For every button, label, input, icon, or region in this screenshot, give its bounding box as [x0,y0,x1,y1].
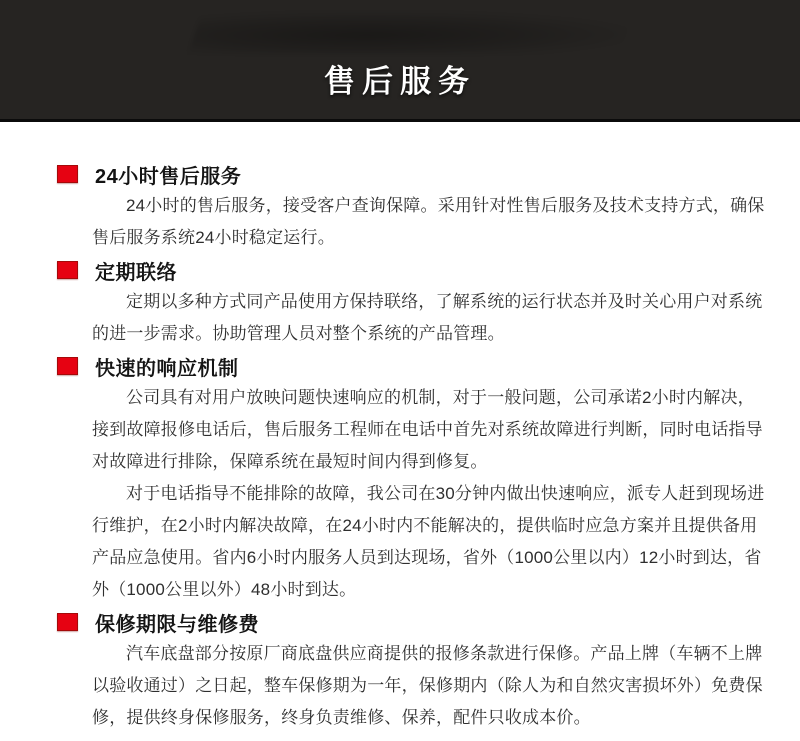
header-band [0,0,800,122]
page-title: 售后服务 [324,64,476,99]
section-title: 24小时售后服务 [95,165,242,188]
section-regular-contact [45,254,763,350]
section-body [45,190,765,254]
section-heading-row [45,350,755,382]
section-paragraph: 24小时的售后服务，接受客户查询保障。采用针对性售后服务及技术支持方式，确保售后服务系统24小时稳定运行。 [92,196,765,247]
section-heading-row [45,606,755,638]
section-rapid-response [45,350,765,606]
red-square-bullet-icon [57,357,78,375]
section-paragraph: 公司具有对用户放映问题快速响应的机制，对于一般问题，公司承诺2小时内解决，接到故障报修电话后，售后服务工程师在电话中首先对系统故障进行判断，同时电话指导对故障进行排除，保障系统在最短时间内得到修复。 [92,388,763,471]
section-title: 保修期限与维修费 [95,613,259,636]
section-heading-row [45,158,755,190]
red-square-bullet-icon [57,613,78,631]
section-paragraph: 对于电话指导不能排除的故障，我公司在30分钟内做出快速响应，派专人赶到现场进行维护，在2小时内解决故障，在24小时内不能解决的，提供临时应急方案并且提供备用产品应急使用。省内6小时内服务人员到达现场，省外（1000公里以内）12小时到达，省外（1000公里以外）48小时到达。 [92,484,765,599]
section-24h-service [45,158,765,254]
red-square-bullet-icon [57,261,78,279]
section-body [45,286,763,350]
section-warranty [45,606,763,734]
section-paragraph: 汽车底盘部分按原厂商底盘供应商提供的报修条款进行保修。产品上牌（车辆不上牌以验收通过）之日起，整车保修期为一年，保修期内（除人为和自然灾害损坏外）免费保修，提供终身保修服务，终身负责维修、保养，配件只收成本价。 [92,644,763,727]
section-title: 快速的响应机制 [95,357,239,380]
section-body [45,382,765,606]
section-body [45,638,763,734]
section-heading-row [45,254,755,286]
section-paragraph: 定期以多种方式同产品使用方保持联络，了解系统的运行状态并及时关心用户对系统的进一步需求。协助管理人员对整个系统的产品管理。 [92,292,763,343]
watermark-smudge [188,12,632,54]
service-sections [0,122,800,734]
red-square-bullet-icon [57,165,78,183]
section-title: 定期联络 [95,261,177,284]
